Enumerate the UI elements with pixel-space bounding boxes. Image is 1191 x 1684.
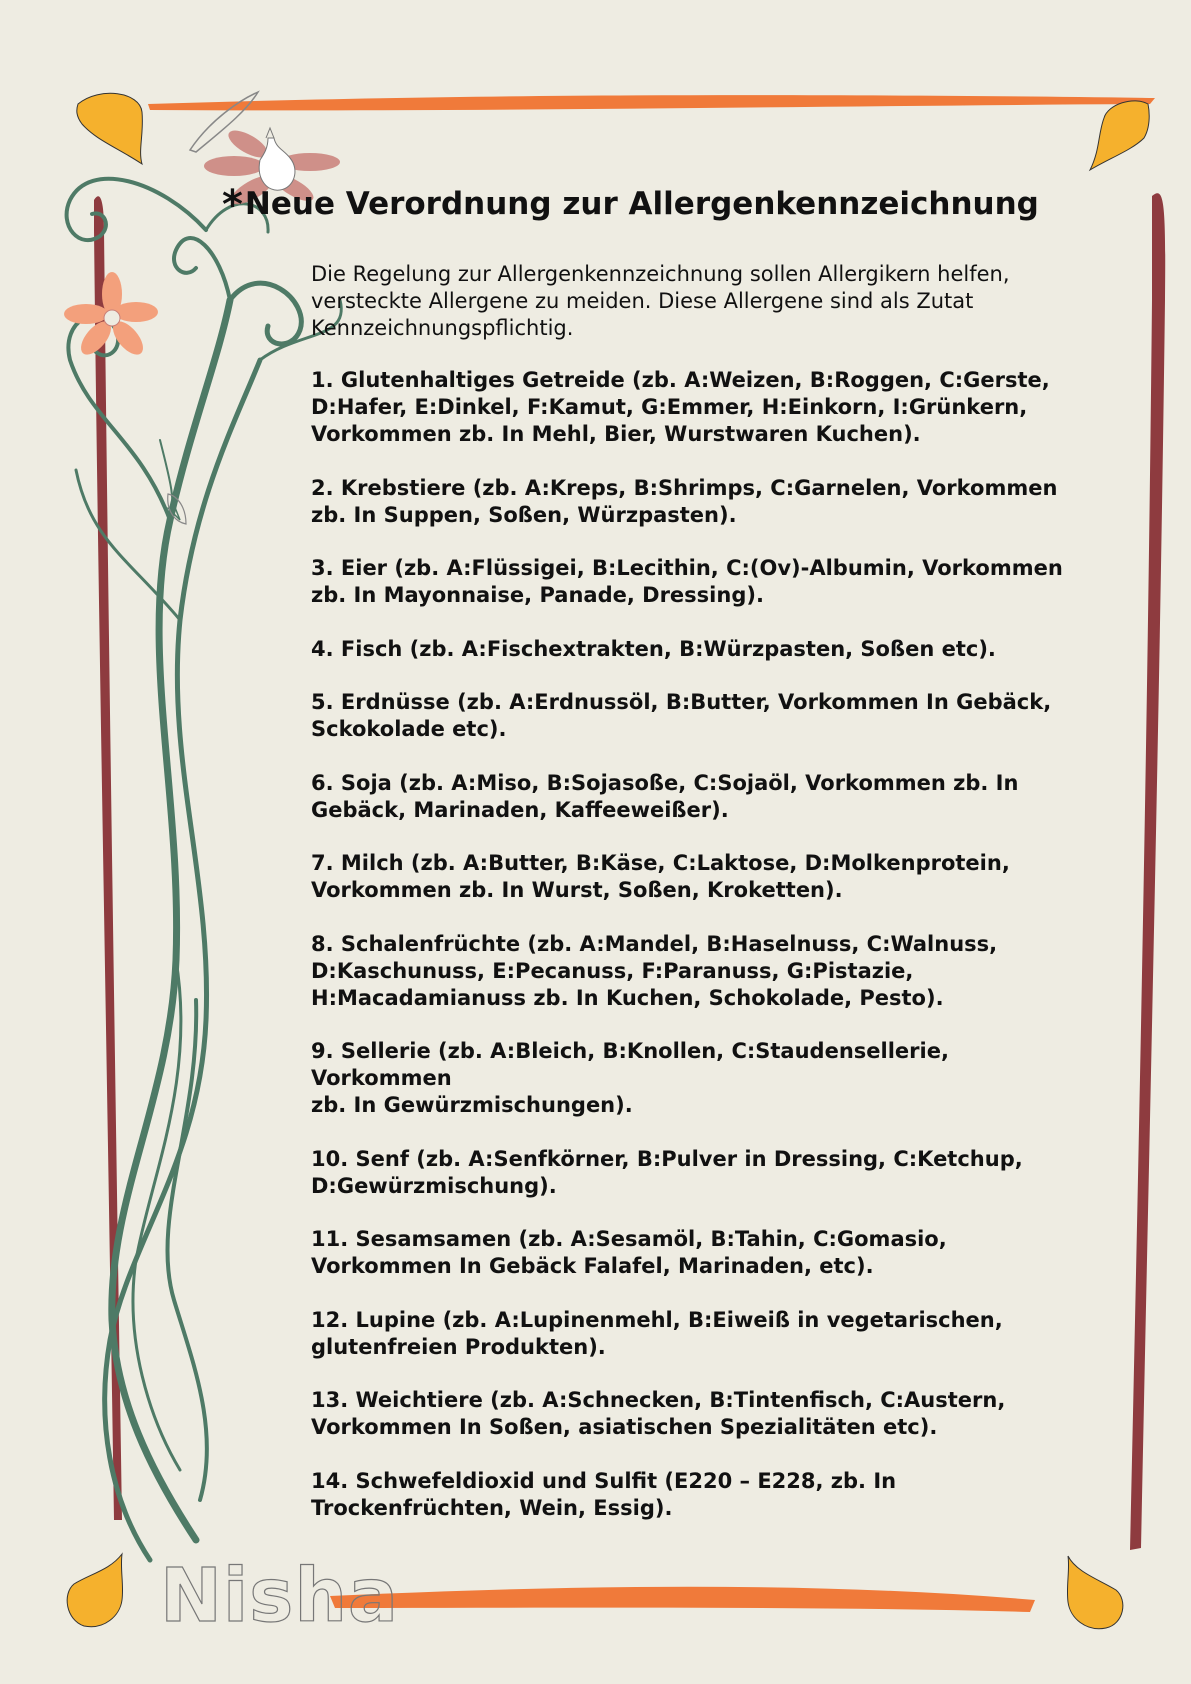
corner-leaf-bottom-right <box>1067 1556 1122 1629</box>
list-item: 8. Schalenfrüchte (zb. A:Mandel, B:Haselnuss, C:Walnuss, D:Kaschunuss, E:Pecanuss, F:Paranuss, G:Pistazie, H:Macadamianuss zb. In Kuchen, Schokolade, Pesto). <box>311 931 998 1010</box>
list-item: 2. Krebstiere (zb. A:Kreps, B:Shrimps, C:Garnelen, Vorkommen zb. In Suppen, Soßen, Würzpasten). <box>311 475 1058 527</box>
title-text: Neue Verordnung zur Allergenkennzeichnung <box>244 186 1039 222</box>
list-item: 3. Eier (zb. A:Flüssigei, B:Lecithin, C:(Ov)-Albumin, Vorkommen zb. In Mayonnaise, Panade, Dressing). <box>311 556 1063 607</box>
list-item: 11. Sesamsamen (zb. A:Sesamöl, B:Tahin, C:Gomasio, Vorkommen In Gebäck Falafel, Marinaden, etc). <box>311 1227 947 1278</box>
list-item: 12. Lupine (zb. A:Lupinenmehl, B:Eiweiß in vegetarischen, glutenfreien Produkten). <box>311 1307 1003 1359</box>
intro-paragraph: Die Regelung zur Allergenkennzeichnung sollen Allergikern helfen, versteckte Allergene zu meiden. Diese Allergene sind als Zutat Kennzeichnungspflichtig. <box>311 262 1010 340</box>
list-item: 9. Sellerie (zb. A:Bleich, B:Knollen, C:Staudensellerie, Vorkommen zb. In Gewürzmischungen). <box>311 1039 949 1117</box>
list-item: 1. Glutenhaltiges Getreide (zb. A:Weizen, B:Roggen, C:Gerste, D:Hafer, E:Dinkel, F:Kamut, G:Emmer, H:Einkorn, I:Grünkern, Vorkommen zb. In Mehl, Bier, Wurstwaren Kuchen). <box>311 368 1050 446</box>
page-title <box>222 178 1122 228</box>
signature-watermark: Nisha <box>160 1553 399 1639</box>
right-red-bar <box>1130 193 1165 1550</box>
left-red-bar <box>94 196 122 1520</box>
list-item: 5. Erdnüsse (zb. A:Erdnussöl, B:Butter, Vorkommen In Gebäck, Sckokolade etc). <box>311 690 1052 741</box>
top-orange-stroke <box>148 95 1155 110</box>
list-item: 4. Fisch (zb. A:Fischextrakten, B:Würzpasten, Soßen etc). <box>311 636 996 661</box>
list-item: 13. Weichtiere (zb. A:Schnecken, B:Tintenfisch, C:Austern, Vorkommen In Soßen, asiatischen Spezialitäten etc). <box>311 1388 1006 1439</box>
list-item: 10. Senf (zb. A:Senfkörner, B:Pulver in Dressing, C:Ketchup, D:Gewürzmischung). <box>311 1146 1023 1198</box>
title-asterisk: * <box>222 182 243 228</box>
bottom-orange-stroke <box>330 1587 1035 1612</box>
corner-leaf-top-left <box>77 93 143 164</box>
corner-leaf-bottom-left <box>67 1554 122 1627</box>
orange-flower <box>64 272 158 360</box>
list-item: 14. Schwefeldioxid und Sulfit (E220 – E228, zb. In Trockenfrüchten, Wein, Essig). <box>311 1468 897 1520</box>
allergen-list <box>311 367 1111 1548</box>
list-item: 6. Soja (zb. A:Miso, B:Sojasoße, C:Sojaöl, Vorkommen zb. In Gebäck, Marinaden, Kaffeeweißer). <box>311 770 1019 822</box>
corner-leaf-top-right <box>1090 101 1149 170</box>
list-item: 7. Milch (zb. A:Butter, B:Käse, C:Laktose, D:Molkenprotein, Vorkommen zb. In Wurst, Soßen, Kroketten). <box>311 851 1010 902</box>
